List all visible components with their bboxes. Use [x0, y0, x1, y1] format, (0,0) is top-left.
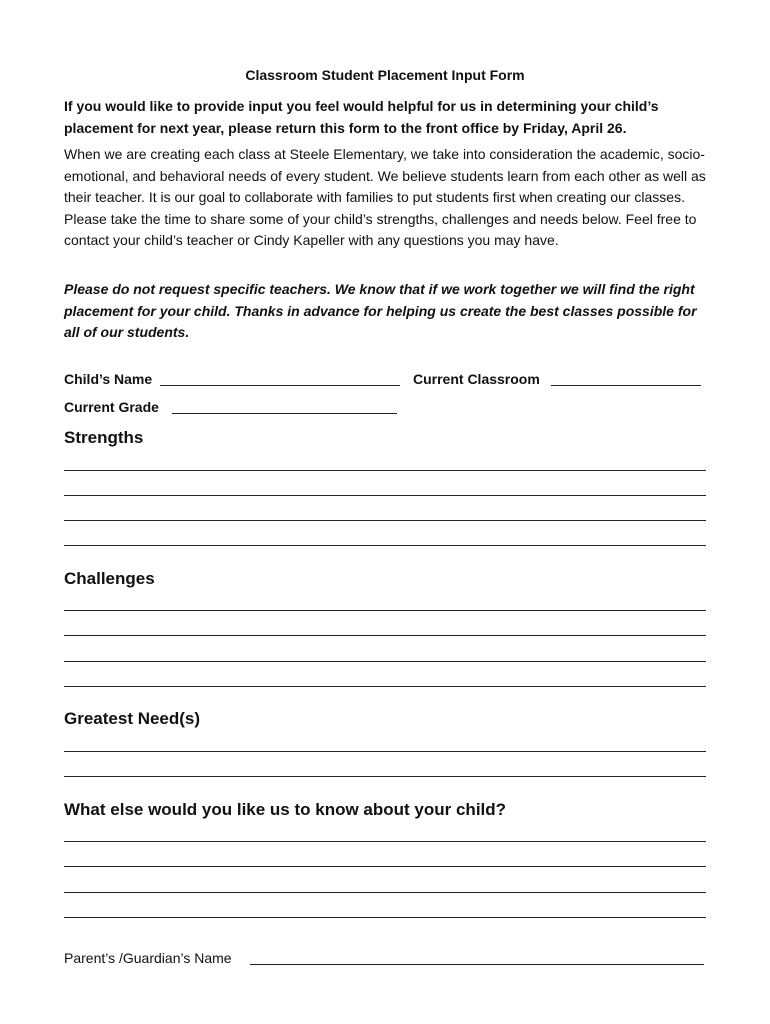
strengths-line-4[interactable]	[64, 545, 706, 546]
strengths-line-3[interactable]	[64, 520, 706, 521]
challenges-line-4[interactable]	[64, 686, 706, 687]
teacher-request-note: Please do not request specific teachers. We know that if we work together we will find the right placement for your child. Thanks in advance for helping us create the best classes possible for all of our students.	[64, 281, 697, 340]
challenges-line-3[interactable]	[64, 661, 706, 662]
greatest-needs-line-1[interactable]	[64, 751, 706, 752]
current-grade-field[interactable]	[172, 413, 397, 414]
childs-name-label: Child’s Name	[64, 371, 153, 387]
challenges-line-2[interactable]	[64, 635, 706, 636]
greatest-needs-line-2[interactable]	[64, 776, 706, 777]
what-else-line-2[interactable]	[64, 866, 706, 867]
current-classroom-label: Current Classroom	[413, 371, 540, 387]
intro-paragraph: When we are creating each class at Steele Elementary, we take into consideration the academic, socio-emotional, and behavioral needs of every student. We believe students learn from each other as well as their teacher. It is our goal to collaborate with families to put students first when creating our classes. Please take the time to share some of your child’s strengths, challenges and needs below. Feel free to contact your child’s teacher or Cindy Kapeller with any questions you may have.	[64, 146, 706, 248]
form-title: Classroom Student Placement Input Form	[245, 67, 525, 83]
what-else-heading: What else would you like us to know about your child?	[64, 800, 507, 819]
challenges-line-1[interactable]	[64, 610, 706, 611]
intro-instructions: If you would like to provide input you feel would helpful for us in determining your child’s placement for next year, please return this form to the front office by Friday, April 26.	[64, 98, 659, 136]
current-grade-label: Current Grade	[64, 399, 159, 415]
greatest-needs-heading: Greatest Need(s)	[64, 709, 201, 728]
what-else-line-4[interactable]	[64, 917, 706, 918]
strengths-heading: Strengths	[64, 428, 144, 447]
what-else-line-3[interactable]	[64, 892, 706, 893]
strengths-line-2[interactable]	[64, 495, 706, 496]
parent-guardian-label: Parent’s /Guardian’s Name	[64, 950, 232, 966]
parent-guardian-field[interactable]	[250, 964, 704, 965]
current-classroom-field[interactable]	[551, 385, 701, 386]
challenges-heading: Challenges	[64, 569, 155, 588]
childs-name-field[interactable]	[160, 385, 400, 386]
what-else-line-1[interactable]	[64, 841, 706, 842]
strengths-line-1[interactable]	[64, 470, 706, 471]
